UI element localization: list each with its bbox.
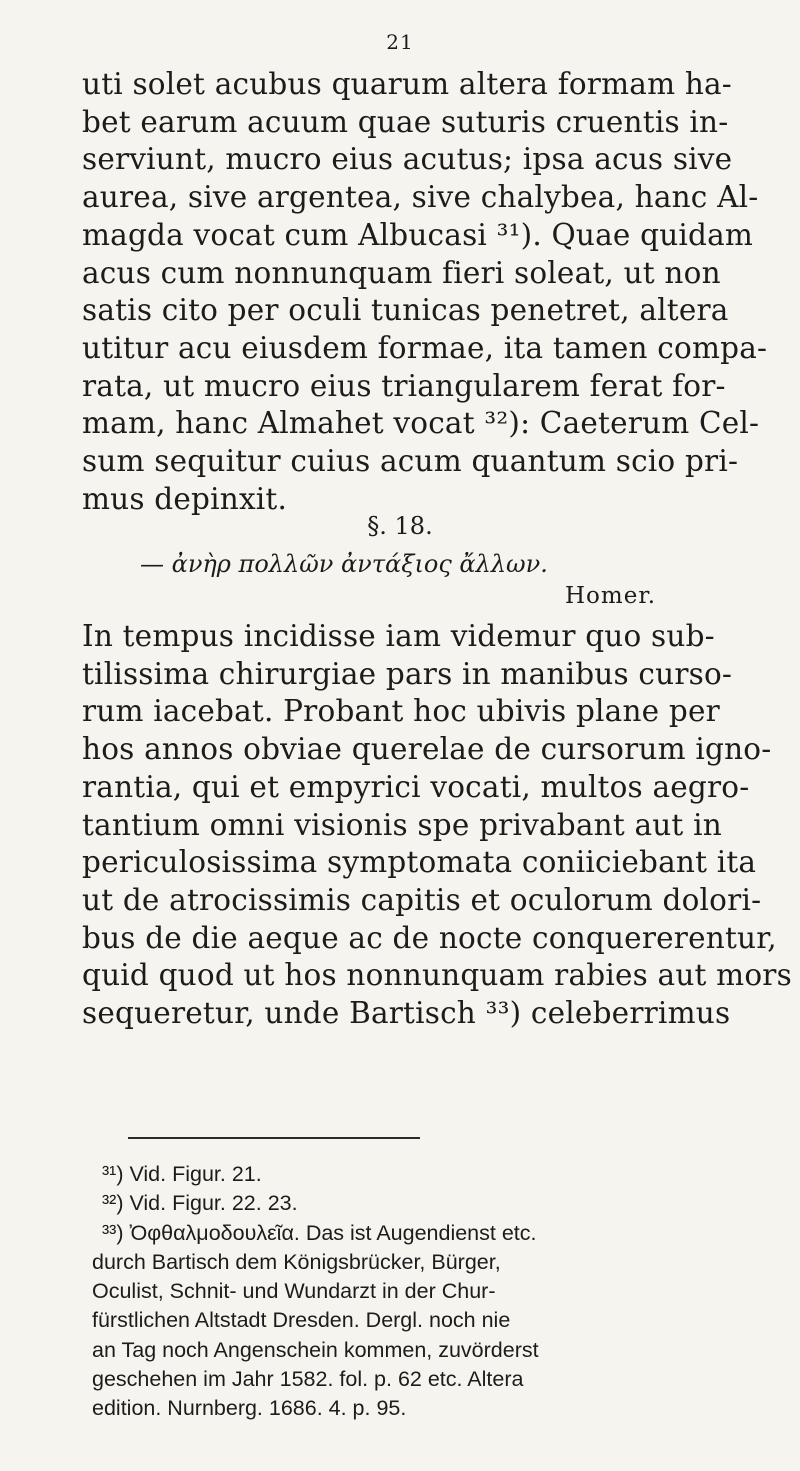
paragraph-2 xyxy=(82,618,792,1033)
text-line: serviunt, mucro eius acutus; ipsa acus sive xyxy=(82,142,733,177)
footnote-31: ³¹) Vid. Figur. 21. xyxy=(102,1162,262,1186)
text-line: satis cito per oculi tunicas penetret, altera xyxy=(82,293,729,328)
footnote-33: ³³) Ὀφθαλμοδουλεῖα. Das ist Augendienst etc. xyxy=(102,1220,537,1245)
footnote-32: ³²) Vid. Figur. 22. 23. xyxy=(102,1191,298,1216)
footnote-continuation: an Tag noch Angenschein kommen, zuvörderst xyxy=(92,1337,539,1362)
footnote-continuation: edition. Nurnberg. 1686. 4. p. 95. xyxy=(92,1396,407,1421)
footnote-continuation: durch Bartisch dem Königsbrücker, Bürger, xyxy=(92,1249,501,1274)
text-line: mam, hanc Almahet vocat ³²): Caeterum Cel- xyxy=(82,406,760,441)
footnote-continuation: fürstlichen Altstadt Dresden. Dergl. noch nie xyxy=(92,1308,511,1333)
text-line: ut de atrocissimis capitis et oculorum dolori- xyxy=(82,882,762,917)
text-line: periculosissima symptomata coniiciebant ita xyxy=(82,845,757,880)
text-line: quid quod ut hos nonnunquam rabies aut mors xyxy=(82,958,792,993)
text-line: mus depinxit. xyxy=(82,481,288,516)
text-line: uti solet acubus quarum altera formam ha- xyxy=(82,67,732,101)
text-line: tantium omni visionis spe privabant aut in xyxy=(82,807,722,842)
text-line: bus de die aeque ac de nocte conquererentur, xyxy=(82,920,777,955)
text-line: utitur acu eiusdem formae, ita tamen compa- xyxy=(82,330,768,365)
footnotes xyxy=(92,1160,752,1424)
section-heading: §. 18. xyxy=(367,512,433,540)
footnote-continuation: Oculist, Schnit- und Wundarzt in der Chur- xyxy=(92,1279,496,1304)
text-line: In tempus incidisse iam videmur quo sub- xyxy=(82,619,715,653)
text-line: rata, ut mucro eius triangularem ferat for- xyxy=(82,368,726,403)
text-line: acus cum nonnunquam fieri soleat, ut non xyxy=(82,255,721,290)
footnote-continuation: geschehen im Jahr 1582. fol. p. 62 etc. Altera xyxy=(92,1367,524,1392)
text-line: aurea, sive argentea, sive chalybea, hanc Al- xyxy=(82,180,759,215)
text-line: sequeretur, unde Bartisch ³³) celeberrimus xyxy=(82,996,731,1031)
paragraph-1 xyxy=(82,66,768,518)
text-line: hos annos obviae querelae de cursorum igno- xyxy=(82,732,772,767)
greek-epigraph: — ἀνὴρ πολλῶν ἀντάξιος ἄλλων. xyxy=(140,550,548,578)
text-line: sum sequitur cuius acum quantum scio pri- xyxy=(82,444,739,479)
footnote-divider xyxy=(128,1137,420,1139)
text-line: magda vocat cum Albucasi ³¹). Quae quidam xyxy=(82,217,754,252)
text-line: bet earum acuum quae suturis cruentis in- xyxy=(82,104,729,139)
epigraph-attribution: Homer. xyxy=(565,583,657,609)
text-line: tilissima chirurgiae pars in manibus curso- xyxy=(82,656,733,691)
text-line: rum iacebat. Probant hoc ubivis plane per xyxy=(82,694,720,729)
text-line: rantia, qui et empyrici vocati, multos aegro- xyxy=(82,769,750,804)
page-number: 21 xyxy=(386,30,414,54)
